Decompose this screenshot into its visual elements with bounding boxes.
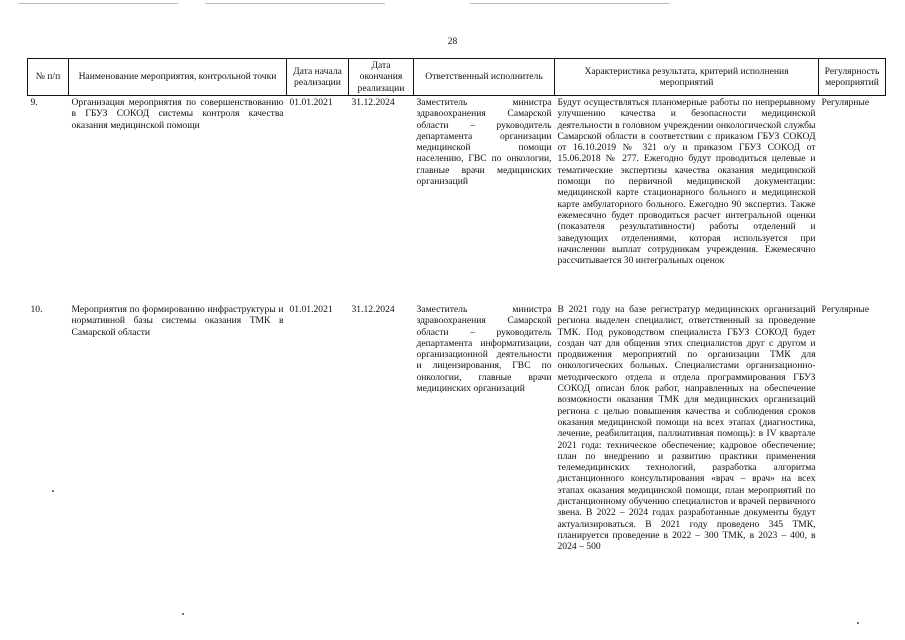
header-regularity: Регулярность мероприятий — [819, 59, 886, 96]
header-name: Наименование мероприятия, контрольной точки — [69, 59, 287, 96]
row-executor: Заместитель министра здравоохранения Самарской области – руководитель департамента организации медицинской помощи населению, ГВС по онкологии, главные врачи медицинских организаций — [416, 97, 552, 188]
row-result: В 2021 году на базе регистратур медицинских организаций региона выделен специалист, ответственный за проведение ТМК. Под руководством специалиста ГБУЗ СОКОД будет создан чат для общения этих специалистов друг с другом и продвижения мероприятий по организации ТМК для онкологических больных. Специалистами организационно-методического отдела и отдела программирования ГБУЗ СОКОД описан блок работ, направленных на обеспечение возможности оказания ТМК для медицинских организаций региона с целью повышения качества и соблюдения сроков оказания медицинской помощи на всех этапах (диагностика, лечение, реабилитация, паллиативная помощь): в IV квартале 2021 года: техническое обеспечение; кадровое обеспечение; план по внедрению и развитию практики применения телемедицинских технологий, разработка алгоритма дистанционного консультирования «врач – врач» на всех этапах оказания медицинской помощи, план мероприятий по дистанционному обучению специалистов и врачей первичного звена. В 2022 – 2024 годах разработанные документы будут актуализироваться. В 2021 году проведено 345 ТМК, планируется проведение в 2022 – 300 ТМК, в 2023 – 400, в 2024 – 500 — [557, 304, 816, 553]
row-start-date: 01.01.2021 — [289, 97, 333, 108]
scan-artifact — [470, 3, 670, 4]
header-start: Дата начала реализации — [287, 59, 349, 96]
table-header-row — [28, 59, 886, 96]
row-end-date: 31.12.2024 — [351, 304, 395, 315]
scan-artifact — [205, 3, 385, 4]
row-result: Будут осуществляться планомерные работы по непрерывному улучшению качества и безопасности медицинской деятельности в головном учреждении онкологической службы Самарской области в соответствии с приказом ГБУЗ СОКОД от 16.10.2019 № 321 о/у и приказом ГБУЗ СОКОД от 15.06.2018 № 277. Ежегодно будут проводиться целевые и тематические экспертизы качества оказания медицинской помощи по первичной медицинской документации: медицинской карте стационарного больного и медицинской карте амбулаторного больного. Ежегодно 90 экспертиз. Также ежемесячно будет проводиться расчет интегральной оценки (показателя результативности) работы отделений и заведующих отделениями, которая используется при начислении выплат сотрудникам учреждения. Ежемесячно рассчитывается 30 интегральных оценок — [557, 97, 816, 267]
header-executor: Ответственный исполнитель — [414, 59, 555, 96]
row-name: Организация мероприятия по совершенствованию в ГБУЗ СОКОД системы контроля качества оказания медицинской помощи — [71, 97, 284, 131]
row-start-date: 01.01.2021 — [289, 304, 333, 315]
row-end-date: 31.12.2024 — [351, 97, 395, 108]
row-num: 10. — [30, 304, 43, 315]
header-result: Характеристика результата, критерий исполнения мероприятий — [555, 59, 819, 96]
header-num: № п/п — [28, 59, 69, 96]
row-regularity: Регулярные — [821, 97, 870, 108]
scan-speck — [182, 613, 184, 615]
row-executor: Заместитель министра здравоохранения Самарской области – руководитель департамента информатизации, организационной деятельности и лицензирования, ГВС по онкологии, главные врачи медицинских организаций — [416, 304, 552, 395]
row-regularity: Регулярные — [821, 304, 870, 315]
table-row — [28, 96, 886, 304]
scan-speck — [857, 622, 859, 624]
scan-artifact — [18, 3, 178, 4]
row-name: Мероприятия по формированию инфраструктуры и нормативной базы системы оказания ТМК в Самарской области — [71, 304, 284, 338]
row-num: 9. — [30, 97, 38, 108]
page-number: 28 — [447, 37, 458, 47]
activity-table — [27, 58, 886, 554]
header-end: Дата окончания реализации — [349, 59, 414, 96]
table-row — [28, 303, 886, 554]
